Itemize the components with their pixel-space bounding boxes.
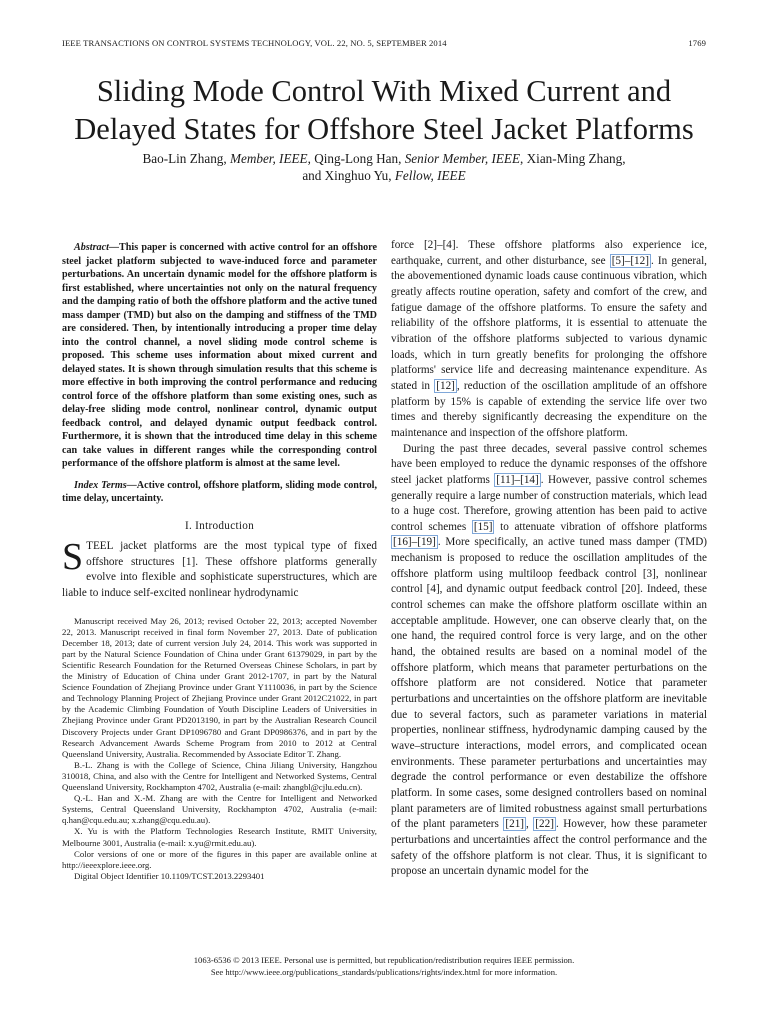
citation-link[interactable]: [12] xyxy=(436,379,455,392)
body-paragraph-2 xyxy=(391,442,707,880)
citation-link[interactable]: [15] xyxy=(473,520,493,533)
citation-link[interactable]: [11]–[14] xyxy=(496,473,539,486)
text-run: , xyxy=(526,818,534,831)
citation-link[interactable]: [16]–[19] xyxy=(393,536,436,549)
abstract-text: This paper is concerned with active control for an offshore steel jacket platform subjected to wave-induced force and parameter perturbations. An uncertain dynamic model for the offshore platform is first established, where uncertainties not only on the natural frequency and the damping ratio of both the offshore platform and the active tuned mass damper (TMD) but also on the damping and stiffness of the TMD are considered. Then, by intentionally introducing a proper time delay into the control channel, a novel sliding mode control scheme is proposed. This scheme uses information about mixed current and delayed states. It is shown through simulation results that this scheme is more effective in both improving the control performance and reducing control force of the offshore platform than some existing ones, such as delay-free sliding mode control, nonlinear control, dynamic output feedback control, and delayed dynamic output feedback control. Furthermore, it is shown that the introduced time delay in this scheme can take values in different ranges while the corresponding control performance of the offshore platform is almost at the same level. xyxy=(62,242,377,469)
section-heading: I. Introduction xyxy=(184,519,255,532)
author-4: and Xinghuo Yu, xyxy=(302,168,392,183)
footnote-manuscript: Manuscript received May 26, 2013; revised October 22, 2013; accepted November 22, 2013. Manuscript received in final form November 27, 2013. Date of publication December 18, 2013; date of current version July 24, 2014. This work was supported in part by the Natural Science Foundation of China under Grant 61379029, in part by the Scientific Research Foundation for the Returned Overseas Chinese Scholars, in part by the Ministry of Education of China under Grant 2012-1707, in part by the Natural Science Foundation of Zhejiang Province under Grant Y1110036, in part by the Science and Technology Planning Project of Zhejiang Province under Grant 2012C21022, in part by the Academic Climbing Foundation of Youth Discipline Leaders of Universities in Zhejiang Province under Grant PD2013190, in part by the Australian Research Council Discovery Projects under Grant DP1096780 and Grant DP0986376, and in part by the Research Advancement Awards Scheme Program from 2010 to 2012 at Central Queensland University, Australia. Recommended by Associate Editor T. Zhang. xyxy=(62,615,377,759)
footnote-doi: Digital Object Identifier 10.1109/TCST.2013.2293401 xyxy=(74,870,265,881)
title-line-1: Sliding Mode Control With Mixed Current and xyxy=(96,74,672,108)
abstract xyxy=(62,241,377,471)
footnotes xyxy=(62,616,377,882)
citation-link[interactable]: [21] xyxy=(505,818,525,831)
author-4-role: Fellow, IEEE xyxy=(394,168,466,183)
title-line-2: Delayed States for Offshore Steel Jacket Platforms xyxy=(74,112,694,146)
text-run: . However, how these parameter perturbations and uncertainties affect the control performance and the safety of the offshore platform is not clear. Thus, it is significant to propose an uncertain dynamic model for the xyxy=(391,818,707,878)
copyright-notice xyxy=(0,954,768,978)
left-column xyxy=(62,241,377,882)
author-list xyxy=(60,150,708,184)
text-run: . More specifically, an active tuned mass damper (TMD) mechanism is proposed to reduce the oscillation amplitudes of the offshore platform using multiloop feedback control [3], nonlinear control [4], and dynamic output feedback control [20]. Indeed, these control schemes can make the offshore platform oscillate within an acceptable amplitude. However, one can observe clearly that, on the one hand, the required control force is very large, and on the other hand, the obtained results are based on a nominal model of the offshore platform, which means that parameter perturbations on the offshore platform are not considered. Notice that parameter perturbations and uncertainties on the offshore platform are inevitable due to several factors, such as parameter variations in material properties, nonlinear stiffness, hydrodynamic damping caused by the wave–structure interactions, model errors, and complicated ocean environments. These parameter perturbations and uncertainties may degrade the control performance or even destabilize the offshore platform. In some cases, some designed controllers based on nominal plant parameters are of limited robustness against small perturbations of the plant parameters xyxy=(391,536,707,831)
paper-title xyxy=(40,72,728,148)
page-number: 1769 xyxy=(688,38,706,48)
body-paragraph-1 xyxy=(391,238,707,442)
index-terms-text: Active control, offshore platform, sliding mode control, time delay, uncertainty. xyxy=(62,479,377,504)
text-run: force [2]–[4]. These offshore platforms also experience ice, earthquake, current, and other disturbance, see xyxy=(391,239,707,267)
index-terms-lead: Index Terms— xyxy=(74,479,137,491)
intro-paragraph xyxy=(62,536,377,602)
drop-cap: S xyxy=(62,536,84,578)
footnote-affiliation-yu: X. Yu is with the Platform Technologies Research Institute, RMIT University, Melbourne 3001, Australia (e-mail: x.yu@rmit.edu.au). xyxy=(62,826,377,848)
author-2: , Qing-Long Han, xyxy=(307,151,402,166)
journal-name: IEEE TRANSACTIONS ON CONTROL SYSTEMS TECHNOLOGY, VOL. 22, NO. 5, SEPTEMBER 2014 xyxy=(62,38,447,48)
footnote-affiliation-han: Q.-L. Han and X.-M. Zhang are with the Centre for Intelligent and Networked Systems, Central Queensland University, Rockhampton 4702, Australia (e-mail: q.han@cqu.edu.au; x.zhang@cqu.edu.au). xyxy=(62,793,377,826)
intro-text: TEEL jacket platforms are the most typical type of fixed offshore structures [1]. These offshore platforms generally evolve into flexible and sophisticate superstructures, which are liable to induce self-excited nonlinear hydrodynamic xyxy=(62,540,377,599)
text-run: , reduction of the oscillation amplitude of an offshore platform by 15% is capable of extending the service life over two times and thereby significantly decreasing the expenditure on the maintenance and inspection of the offshore platform. xyxy=(391,379,707,439)
footnote-affiliation-zhang: B.-L. Zhang is with the College of Science, China Jiliang University, Hangzhou 310018, China, and also with the Centre for Intelligent and Networked Systems, Central Queensland University, Rockhampton 4702, Australia (e-mail: zhangbl@cjlu.edu.cn). xyxy=(62,759,377,793)
copyright-line-1: 1063-6536 © 2013 IEEE. Personal use is permitted, but republication/redistribution requires IEEE permission. xyxy=(193,955,575,965)
citation-link[interactable]: [22] xyxy=(535,818,554,831)
author-1: Bao-Lin Zhang, xyxy=(142,151,227,166)
right-column xyxy=(391,238,707,880)
author-1-role: Member, IEEE xyxy=(229,151,308,166)
footnote-color: Color versions of one or more of the figures in this paper are available online at http://ieeexplore.ieee.org. xyxy=(62,848,377,870)
author-2-role: Senior Member, IEEE xyxy=(404,151,521,166)
text-run: During the past three decades, several passive control schemes have been employed to reduce the dynamic responses of the offshore steel jacket platforms xyxy=(391,442,707,486)
author-3: , Xian-Ming Zhang, xyxy=(520,151,626,166)
abstract-lead: Abstract— xyxy=(74,242,120,253)
text-run: . In general, the abovementioned dynamic loads cause continuous vibration, which greatly affects routine operation, safety and comfort of the crew, and fatigue damage of the offshore platforms. To ensure the safety and reliability of the offshore platforms, it is essential to attenuate the vibration of the offshore platforms subjected to various dynamic loads, which in turn greatly benefits for prolonging the offshore platforms' service life and decreasing maintenance expenditure. As stated in xyxy=(391,254,707,392)
text-run: . However, passive control schemes generally require a large number of construction materials, which lead to a huge cost. Therefore, growing attention has been paid to active control schemes xyxy=(391,473,708,533)
running-header xyxy=(62,38,706,48)
index-terms xyxy=(62,479,377,506)
citation-link[interactable]: [5]–[12] xyxy=(611,254,649,267)
text-run: to attenuate vibration of offshore platforms xyxy=(494,520,707,533)
copyright-line-2: See http://www.ieee.org/publications_standards/publications/rights/index.html for more information. xyxy=(210,967,558,977)
